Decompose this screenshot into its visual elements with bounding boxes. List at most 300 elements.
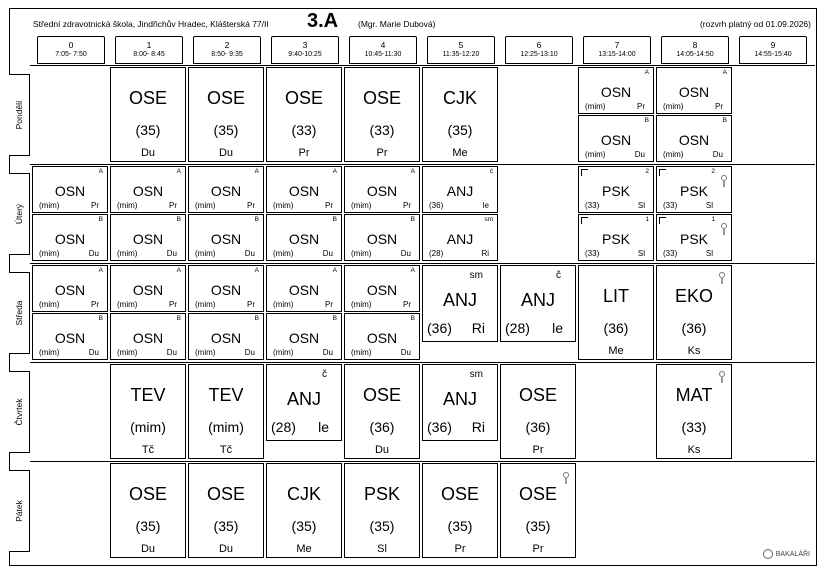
room: (mim) (351, 249, 372, 258)
group-lesson[interactable] (188, 166, 264, 213)
subject: OSN (678, 84, 710, 100)
period-header (583, 36, 651, 64)
group-lesson[interactable] (266, 166, 342, 213)
teacher: Tč (219, 444, 233, 456)
room: (33) (369, 122, 395, 138)
subject: OSN (210, 282, 242, 298)
grid-line (30, 461, 815, 462)
teacher: Du (244, 348, 255, 357)
group-lesson[interactable] (266, 265, 342, 312)
subject: ANJ (286, 389, 321, 409)
lesson-cell-split[interactable] (110, 166, 186, 261)
teacher: Pr (403, 300, 411, 309)
teacher: Du (374, 444, 390, 456)
lesson-cell-split[interactable] (578, 67, 654, 162)
period-number: 2 (224, 40, 230, 50)
teacher: Du (88, 249, 99, 258)
room: (mim) (39, 300, 60, 309)
lesson-cell-half[interactable] (422, 364, 498, 441)
group-label: B (410, 315, 415, 322)
teacher: Me (608, 345, 624, 357)
room: (mim) (351, 201, 372, 210)
teacher: le (552, 320, 563, 336)
group-lesson[interactable] (188, 265, 264, 312)
subject: OSE (518, 385, 557, 405)
room: (mim) (351, 300, 372, 309)
teacher: Ri (481, 249, 489, 258)
lesson-cell-split[interactable] (344, 265, 420, 360)
subject: OSN (210, 183, 242, 199)
teacher: Du (712, 150, 723, 159)
room: (mim) (195, 348, 216, 357)
room: (mim) (663, 150, 684, 159)
group-label: B (254, 315, 259, 322)
teacher: Pr (637, 102, 645, 111)
period-number: 3 (302, 40, 308, 50)
period-number: 0 (68, 40, 74, 50)
room: (35) (447, 122, 473, 138)
room: (36) (369, 419, 395, 435)
room: (36) (603, 320, 629, 336)
subject: TEV (130, 385, 166, 405)
period-number: 5 (458, 40, 464, 50)
lesson-cell[interactable] (188, 67, 264, 162)
subject: OSN (132, 282, 164, 298)
period-number: 6 (536, 40, 542, 50)
room: (mim) (130, 419, 166, 435)
lesson-cell[interactable] (578, 265, 654, 360)
group-label: A (254, 168, 259, 175)
group-label: B (98, 315, 103, 322)
subject: OSN (600, 132, 632, 148)
subject: ANJ (446, 231, 474, 247)
group-label: 2 (645, 168, 649, 175)
subject: OSN (366, 282, 398, 298)
teacher: Du (322, 249, 333, 258)
subject: CJK (442, 88, 477, 108)
group-label: B (332, 315, 337, 322)
teacher: Du (244, 249, 255, 258)
teacher: Du (166, 249, 177, 258)
room: (mim) (351, 348, 372, 357)
lesson-cell-split[interactable] (266, 166, 342, 261)
teacher: Pr (715, 102, 723, 111)
lesson-cell-split[interactable] (32, 166, 108, 261)
lesson-cell[interactable] (422, 463, 498, 558)
lesson-cell-split[interactable] (344, 166, 420, 261)
group-lesson[interactable] (188, 214, 264, 261)
group-lesson[interactable] (344, 166, 420, 213)
lesson-cell[interactable] (344, 463, 420, 558)
subject: ANJ (442, 290, 477, 310)
lesson-cell[interactable] (266, 463, 342, 558)
lesson-cell[interactable] (656, 364, 732, 459)
group-lesson[interactable] (422, 214, 498, 261)
teacher: Du (218, 543, 234, 555)
bakalari-logo (763, 549, 810, 559)
room: (mim) (585, 102, 606, 111)
group-label: č (322, 369, 327, 380)
subject: OSE (518, 484, 557, 504)
valid-from: (rozvrh platný od 01.09.2026) (699, 19, 811, 29)
subject: ANJ (442, 389, 477, 409)
lesson-cell-half[interactable] (422, 265, 498, 342)
teacher: Pr (169, 300, 177, 309)
bakalari-icon (763, 549, 773, 559)
teacher: Du (88, 348, 99, 357)
group-lesson[interactable] (32, 214, 108, 261)
group-lesson[interactable] (422, 166, 498, 213)
subject: TEV (208, 385, 244, 405)
group-lesson[interactable] (110, 214, 186, 261)
teacher: Du (218, 147, 234, 159)
group-label: A (332, 267, 337, 274)
teacher: Pr (454, 543, 466, 555)
grid-line (30, 263, 815, 264)
room: (33) (663, 201, 678, 210)
day-name: Pátek (14, 500, 24, 522)
room: (36) (429, 201, 444, 210)
group-label: A (644, 69, 649, 76)
teacher: Sl (637, 201, 645, 210)
teacher: Ks (687, 444, 701, 456)
group-label: B (332, 216, 337, 223)
subject: OSN (288, 231, 320, 247)
room: (35) (525, 518, 551, 534)
lesson-cell[interactable] (188, 463, 264, 558)
room: (mim) (195, 300, 216, 309)
bracket-icon (581, 169, 588, 176)
period-header (661, 36, 729, 64)
lesson-cell[interactable] (656, 265, 732, 360)
group-lesson[interactable] (656, 115, 732, 162)
subject: PSK (601, 231, 630, 247)
group-label: č (556, 270, 561, 281)
group-lesson[interactable] (578, 214, 654, 261)
group-lesson[interactable] (656, 166, 732, 213)
teacher: Du (166, 348, 177, 357)
room: (33) (663, 249, 678, 258)
subject: MAT (675, 385, 713, 405)
group-label: 2 (711, 168, 715, 175)
group-label: A (332, 168, 337, 175)
group-label: A (98, 267, 103, 274)
lesson-cell[interactable] (110, 364, 186, 459)
period-time: 8:00- 8:45 (133, 51, 165, 58)
lesson-cell[interactable] (422, 67, 498, 162)
teacher: Pr (247, 201, 255, 210)
teacher: Pr (376, 147, 388, 159)
room: (33) (585, 249, 600, 258)
group-lesson[interactable] (656, 214, 732, 261)
group-label: A (176, 267, 181, 274)
teacher: Tč (141, 444, 155, 456)
teacher: Pr (532, 543, 544, 555)
period-number: 9 (770, 40, 776, 50)
day-label (9, 470, 30, 552)
subject: OSN (366, 231, 398, 247)
room: (36) (427, 320, 452, 336)
room: (mim) (663, 102, 684, 111)
group-label: B (176, 216, 181, 223)
lesson-cell[interactable] (110, 67, 186, 162)
subject: OSE (128, 88, 167, 108)
subject: OSN (366, 183, 398, 199)
room: (36) (525, 419, 551, 435)
room: (mim) (273, 249, 294, 258)
lesson-cell-split[interactable] (422, 166, 498, 261)
group-label: A (176, 168, 181, 175)
subject: OSE (206, 484, 245, 504)
group-label: B (254, 216, 259, 223)
subject: OSN (678, 132, 710, 148)
period-number: 7 (614, 40, 620, 50)
key-icon (562, 472, 570, 484)
period-time: 11:35-12:20 (442, 51, 480, 58)
teacher: Ri (471, 320, 485, 336)
teacher: Me (296, 543, 312, 555)
period-header (271, 36, 339, 64)
period-header (505, 36, 573, 64)
teacher: Du (322, 348, 333, 357)
group-label: A (254, 267, 259, 274)
teacher: le (482, 201, 489, 210)
room: (mim) (273, 348, 294, 357)
group-lesson[interactable] (578, 115, 654, 162)
subject: OSN (600, 84, 632, 100)
subject: PSK (601, 183, 630, 199)
day-label (9, 371, 30, 453)
teacher: Sl (705, 249, 713, 258)
room: (mim) (273, 300, 294, 309)
subject: PSK (679, 183, 708, 199)
group-lesson[interactable] (578, 166, 654, 213)
period-time: 9:40-10:25 (288, 51, 322, 58)
day-name: Středa (14, 300, 24, 326)
teacher: Ri (471, 419, 485, 435)
subject: OSE (284, 88, 323, 108)
subject: OSE (440, 484, 479, 504)
lesson-cell-split[interactable] (266, 265, 342, 360)
subject: OSN (210, 231, 242, 247)
day-name: Pondělí (14, 100, 24, 130)
day-name: Čtvrtek (14, 398, 24, 426)
period-header (349, 36, 417, 64)
day-label (9, 74, 30, 156)
room: (35) (369, 518, 395, 534)
room: (35) (447, 518, 473, 534)
day-label (9, 272, 30, 354)
room: (35) (135, 122, 161, 138)
room: (36) (427, 419, 452, 435)
teacher: Pr (247, 300, 255, 309)
subject: LIT (602, 286, 629, 306)
room: (35) (291, 518, 317, 534)
group-lesson[interactable] (188, 313, 264, 360)
lesson-cell[interactable] (344, 67, 420, 162)
subject: OSE (362, 385, 401, 405)
class-name: 3.A (307, 10, 339, 32)
lesson-cell-split[interactable] (656, 67, 732, 162)
subject: OSN (54, 330, 86, 346)
lesson-cell-half[interactable] (500, 265, 576, 342)
day-name: Úterý (14, 203, 24, 225)
room: (mim) (117, 348, 138, 357)
grid-line (30, 164, 815, 165)
room: (28) (505, 320, 530, 336)
period-number: 1 (146, 40, 152, 50)
teacher: Ks (687, 345, 701, 357)
subject: OSN (54, 183, 86, 199)
lesson-cell[interactable] (500, 463, 576, 558)
key-icon (718, 371, 726, 383)
teacher: Pr (325, 201, 333, 210)
teacher: Sl (377, 543, 387, 555)
group-label: sm (484, 216, 493, 223)
group-label: B (410, 216, 415, 223)
key-icon (718, 272, 726, 284)
room: (mim) (117, 300, 138, 309)
lesson-cell-split[interactable] (32, 265, 108, 360)
day-label (9, 173, 30, 255)
teacher: Sl (637, 249, 645, 258)
lesson-cell-split[interactable] (188, 265, 264, 360)
group-lesson[interactable] (656, 67, 732, 114)
group-label: B (644, 117, 649, 124)
group-label: A (410, 267, 415, 274)
subject: OSN (288, 330, 320, 346)
group-lesson[interactable] (32, 313, 108, 360)
lesson-cell-split[interactable] (188, 166, 264, 261)
room: (mim) (117, 249, 138, 258)
group-lesson[interactable] (344, 214, 420, 261)
teacher: Du (400, 348, 411, 357)
subject: OSN (132, 231, 164, 247)
room: (mim) (39, 201, 60, 210)
lesson-cell-split[interactable] (110, 265, 186, 360)
group-lesson[interactable] (344, 265, 420, 312)
lesson-cell[interactable] (344, 364, 420, 459)
period-header (115, 36, 183, 64)
subject: OSN (366, 330, 398, 346)
period-time: 10:45-11:30 (364, 51, 402, 58)
period-time: 12:25-13:10 (520, 51, 558, 58)
room: (28) (271, 419, 296, 435)
subject: OSN (210, 330, 242, 346)
subject: OSN (132, 330, 164, 346)
teacher: Du (140, 543, 156, 555)
room: (mim) (117, 201, 138, 210)
period-time: 13:15-14:00 (598, 51, 636, 58)
subject: ANJ (446, 183, 474, 199)
subject: PSK (679, 231, 708, 247)
period-time: 7:05- 7:50 (55, 51, 87, 58)
group-lesson[interactable] (32, 265, 108, 312)
teacher: le (318, 419, 329, 435)
group-lesson[interactable] (344, 313, 420, 360)
subject: EKO (674, 286, 713, 306)
room: (36) (681, 320, 707, 336)
subject: OSE (128, 484, 167, 504)
lesson-cell[interactable] (188, 364, 264, 459)
group-label: B (176, 315, 181, 322)
subject: OSE (362, 88, 401, 108)
period-number: 8 (692, 40, 698, 50)
room: (35) (213, 122, 239, 138)
group-label: A (722, 69, 727, 76)
group-lesson[interactable] (578, 67, 654, 114)
teacher: Du (400, 249, 411, 258)
subject: OSN (54, 231, 86, 247)
class-teacher: (Mgr. Marie Dubová) (358, 19, 436, 29)
lesson-cell-split[interactable] (578, 166, 654, 261)
teacher: Pr (169, 201, 177, 210)
lesson-cell[interactable] (500, 364, 576, 459)
lesson-cell[interactable] (266, 67, 342, 162)
teacher: Me (452, 147, 468, 159)
room: (mim) (195, 249, 216, 258)
group-label: 1 (711, 216, 715, 223)
bracket-icon (581, 217, 588, 224)
room: (mim) (208, 419, 244, 435)
period-header (37, 36, 105, 64)
room: (mim) (273, 201, 294, 210)
subject: OSN (132, 183, 164, 199)
group-label: A (410, 168, 415, 175)
group-lesson[interactable] (110, 313, 186, 360)
group-lesson[interactable] (32, 166, 108, 213)
bracket-icon (659, 169, 666, 176)
group-lesson[interactable] (110, 265, 186, 312)
brand-name: BAKALÁŘI (775, 550, 810, 558)
group-label: A (98, 168, 103, 175)
group-label: sm (469, 270, 483, 281)
subject: OSN (288, 183, 320, 199)
teacher: Pr (532, 444, 544, 456)
lesson-cell-half[interactable] (266, 364, 342, 441)
teacher: Pr (298, 147, 310, 159)
period-time: 8:50- 9:35 (211, 51, 243, 58)
period-number: 4 (380, 40, 386, 50)
group-lesson[interactable] (266, 214, 342, 261)
group-lesson[interactable] (266, 313, 342, 360)
period-time: 14:05-14:50 (676, 51, 714, 58)
lesson-cell-split[interactable] (656, 166, 732, 261)
lesson-cell[interactable] (110, 463, 186, 558)
period-time: 14:55-15:40 (754, 51, 792, 58)
period-header (427, 36, 495, 64)
room: (mim) (195, 201, 216, 210)
bracket-icon (659, 217, 666, 224)
subject: ANJ (520, 290, 555, 310)
room: (mim) (39, 348, 60, 357)
room: (33) (291, 122, 317, 138)
room: (28) (429, 249, 444, 258)
subject: OSN (54, 282, 86, 298)
group-label: sm (469, 369, 483, 380)
group-lesson[interactable] (110, 166, 186, 213)
room: (35) (213, 518, 239, 534)
room: (mim) (585, 150, 606, 159)
grid-line (30, 362, 815, 363)
group-label: B (98, 216, 103, 223)
teacher: Du (634, 150, 645, 159)
teacher: Du (140, 147, 156, 159)
group-label: 1 (645, 216, 649, 223)
teacher: Sl (705, 201, 713, 210)
room: (33) (681, 419, 707, 435)
subject: OSE (206, 88, 245, 108)
